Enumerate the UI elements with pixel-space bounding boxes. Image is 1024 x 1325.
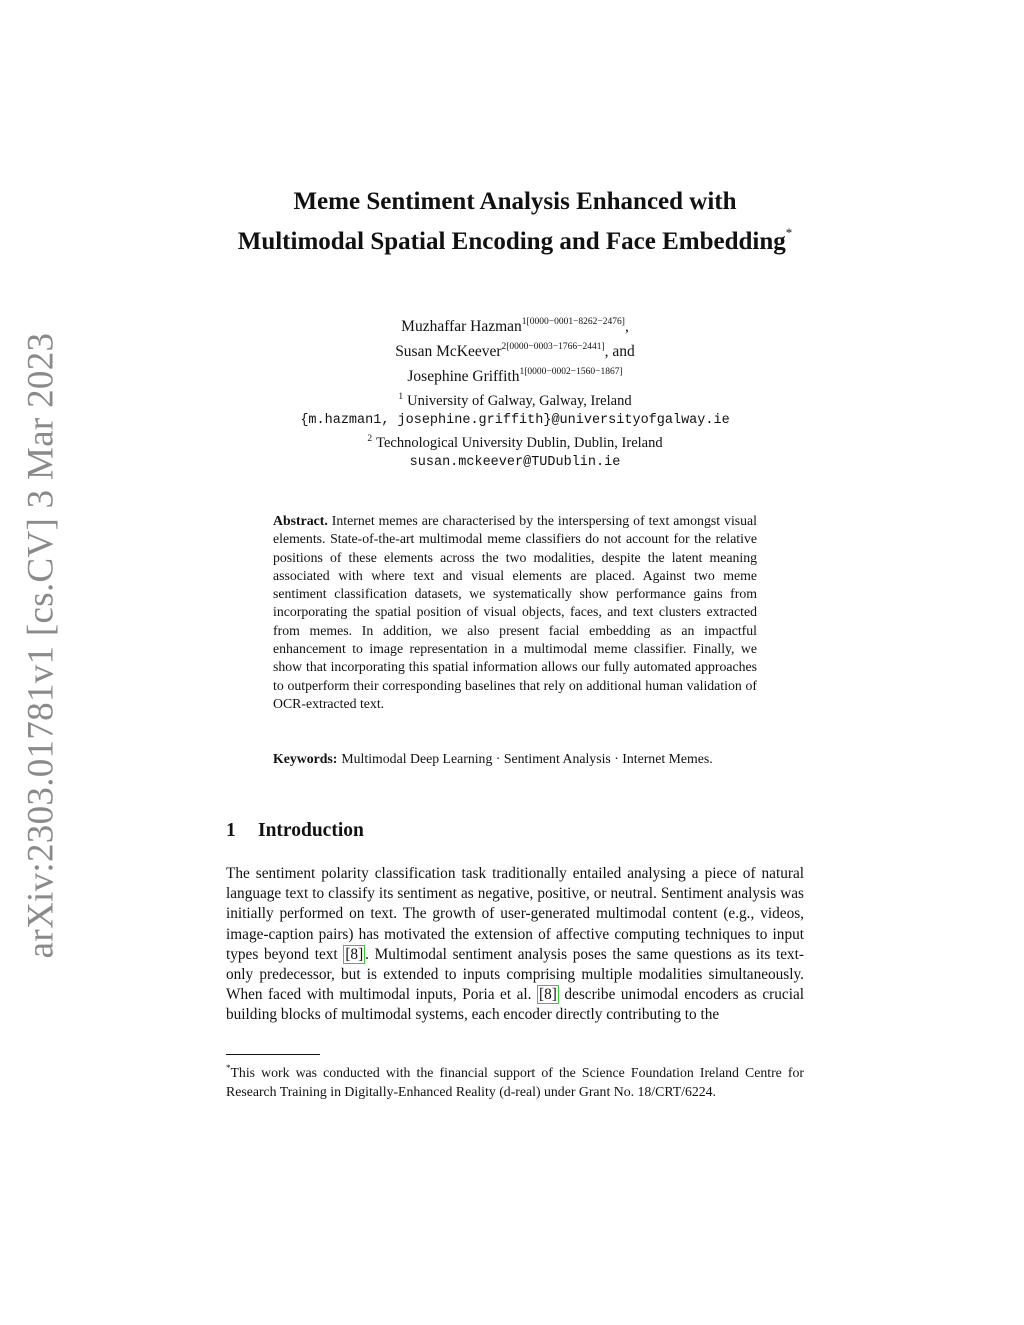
author-affil: 1 [521, 317, 527, 327]
title-text: Meme Sentiment Analysis Enhanced with Multimodal Spatial Encoding and Face Embedding [237, 188, 786, 255]
affiliation-name: University of Galway, Galway, Ireland [407, 393, 632, 409]
author-name: Susan McKeever [395, 343, 502, 360]
author-entry [260, 362, 770, 387]
footnote-text: This work was conducted with the financial support of the Science Foundation Ireland Centre for Research Training in Digitally-Enhanced Reality (d-real) under Grant No. 18/CRT/6224. [226, 1065, 804, 1099]
author-orcid: [0000−0001−8262−2476] [526, 317, 625, 327]
affiliations [230, 388, 800, 472]
affiliation-line [230, 430, 800, 453]
author-affil: 1 [519, 367, 525, 377]
abstract [273, 512, 757, 713]
keywords-label: Keywords: [273, 751, 338, 766]
abstract-text: Internet memes are characterised by the interspersing of text amongst visual elements. State-of-the-art multimodal meme classifiers do not account for the relative positions of these elements across the two modalities, despite the latent meaning associated with where text and visual elements are placed. Against two meme sentiment classification datasets, we systematically show performance gains from incorporating the spatial position of visual objects, faces, and text clusters extracted from memes. In addition, we also present facial embedding as an impactful enhancement to image representation in a multimodal meme classifier. Finally, we show that incorporating this spatial information allows our fully automated approaches to outperform their corresponding baselines that rely on additional human validation of OCR-extracted text. [273, 513, 757, 711]
arxiv-stamp [10, 330, 72, 960]
arxiv-id: arXiv:2303.01781v1 [cs.CV] 3 Mar 2023 [20, 332, 62, 958]
intro-text: The sentiment polarity classification task traditionally entailed analysing a piece of natural language text to classify its sentiment as negative, positive, or neutral. Sentiment analysis was initially performed on text. The growth of user-generated multimodal content (e.g., videos, image-caption pairs) has motivated the extension of affective computing techniques to input types beyond text [226, 865, 804, 963]
author-entry [260, 337, 770, 362]
author-list [260, 312, 770, 387]
intro-paragraph [226, 864, 804, 1026]
affiliation-line [230, 388, 800, 411]
affiliation-email: susan.mckeever@TUDublin.ie [409, 455, 621, 470]
author-name: Josephine Griffith [407, 368, 520, 385]
section-title: Introduction [258, 820, 364, 841]
author-sep: , and [604, 343, 635, 360]
intro-text: describe unimodal encoders as crucial building blocks of multimodal systems, each encoder directly contributing to the [226, 986, 804, 1024]
affiliation-number: 1 [398, 392, 404, 402]
title-footnote-mark: * [785, 225, 793, 240]
paper-title [230, 186, 800, 257]
section-number: 1 [226, 820, 236, 841]
keywords [273, 750, 757, 768]
citation-link[interactable]: [8] [345, 945, 364, 963]
affiliation-email: {m.hazman1, josephine.griffith}@universityofgalway.ie [300, 413, 730, 428]
author-orcid: [0000−0003−1766−2441] [506, 342, 605, 352]
author-affil: 2 [501, 342, 507, 352]
citation-link[interactable]: [8] [539, 986, 557, 1004]
keywords-text: Multimodal Deep Learning · Sentiment Analysis · Internet Memes. [341, 751, 713, 766]
footnote [226, 1059, 804, 1101]
footnote-rule [226, 1054, 320, 1055]
author-name: Muzhaffar Hazman [401, 318, 522, 335]
footnote-mark: * [226, 1063, 231, 1073]
affiliation-name: Technological University Dublin, Dublin, Ireland [376, 435, 663, 451]
author-orcid: [0000−0002−1560−1867] [524, 367, 623, 377]
intro-text: . Multimodal sentiment analysis poses the same questions as its text-only predecessor, but is extended to inputs comprising multiple modalities simultaneously. When faced with multimodal inputs, Poria et al. [226, 945, 805, 1004]
section-heading [226, 820, 364, 842]
author-entry [260, 312, 770, 337]
author-sep: , [624, 318, 629, 335]
abstract-label: Abstract. [273, 513, 328, 528]
affiliation-number: 2 [367, 434, 373, 444]
